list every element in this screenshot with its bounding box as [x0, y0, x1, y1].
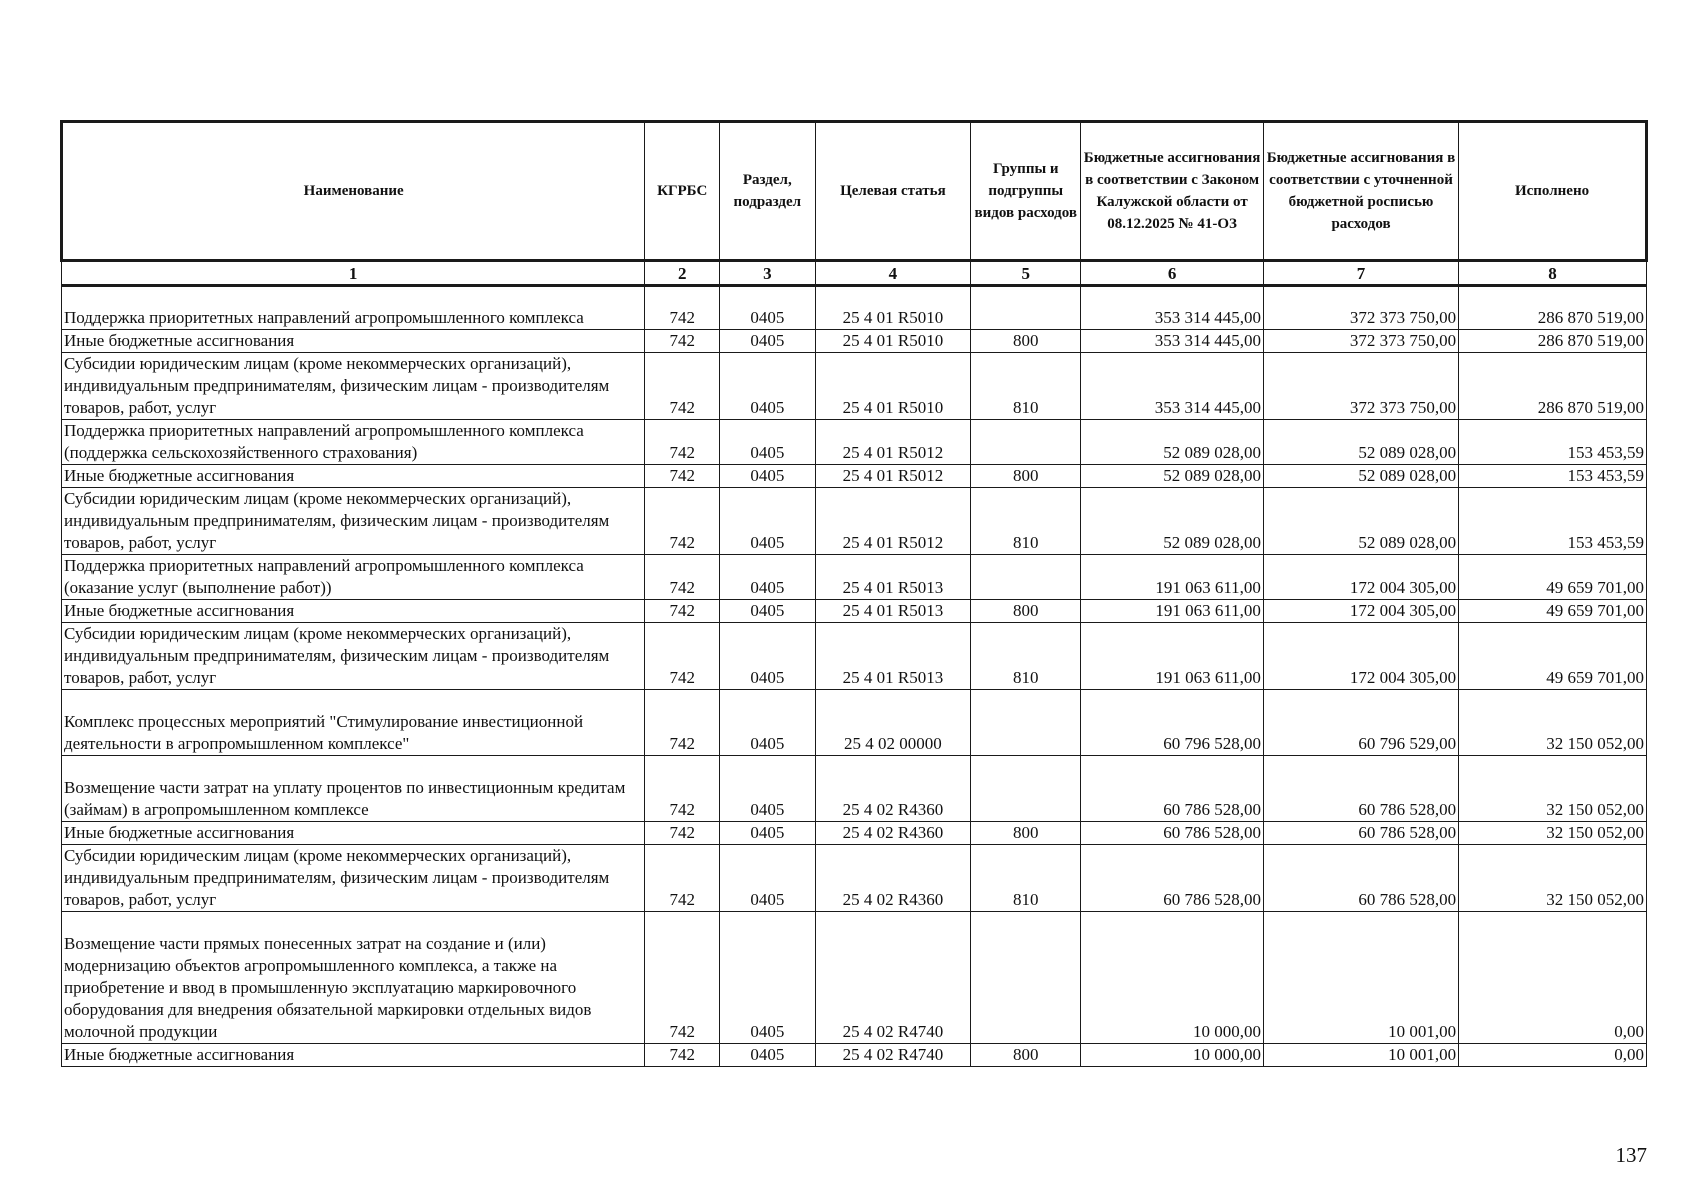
cell-done-amount: 32 150 052,00 — [1459, 822, 1647, 845]
cell-kgrbs: 742 — [645, 623, 720, 690]
cell-section: 0405 — [720, 420, 815, 465]
table-row — [62, 822, 1647, 845]
column-number: 6 — [1081, 261, 1264, 286]
cell-target: 25 4 01 R5013 — [815, 600, 971, 623]
cell-plan-amount: 172 004 305,00 — [1263, 623, 1458, 690]
cell-target: 25 4 02 00000 — [815, 690, 971, 756]
header-done: Исполнено — [1459, 122, 1647, 261]
cell-plan-amount: 10 001,00 — [1263, 1044, 1458, 1067]
column-number: 8 — [1459, 261, 1647, 286]
cell-plan-amount: 60 786 528,00 — [1263, 845, 1458, 912]
table-body — [62, 261, 1647, 1067]
table-row — [62, 623, 1647, 690]
cell-group: 810 — [971, 488, 1081, 555]
column-number: 3 — [720, 261, 815, 286]
column-number: 1 — [62, 261, 645, 286]
cell-plan-amount: 10 001,00 — [1263, 912, 1458, 1044]
cell-name: Комплекс процессных мероприятий "Стимулирование инвестиционной деятельности в агропромышленном комплексе" — [62, 690, 645, 756]
cell-kgrbs: 742 — [645, 286, 720, 330]
cell-group: 810 — [971, 623, 1081, 690]
cell-done-amount: 32 150 052,00 — [1459, 690, 1647, 756]
cell-plan-amount: 372 373 750,00 — [1263, 353, 1458, 420]
cell-law-amount: 60 786 528,00 — [1081, 845, 1264, 912]
cell-target: 25 4 01 R5010 — [815, 286, 971, 330]
table-row — [62, 465, 1647, 488]
cell-name: Субсидии юридическим лицам (кроме некоммерческих организаций), индивидуальным предпринимателям, физическим лицам - производителям товаров, работ, услуг — [62, 353, 645, 420]
cell-section: 0405 — [720, 912, 815, 1044]
cell-plan-amount: 52 089 028,00 — [1263, 420, 1458, 465]
cell-group — [971, 555, 1081, 600]
table-row — [62, 555, 1647, 600]
column-number: 7 — [1263, 261, 1458, 286]
cell-section: 0405 — [720, 1044, 815, 1067]
header-law: Бюджетные ассигнования в соответствии с Законом Калужской области от 08.12.2025 № 41-ОЗ — [1081, 122, 1264, 261]
cell-kgrbs: 742 — [645, 555, 720, 600]
table-row — [62, 353, 1647, 420]
cell-plan-amount: 172 004 305,00 — [1263, 555, 1458, 600]
cell-group: 800 — [971, 465, 1081, 488]
cell-section: 0405 — [720, 555, 815, 600]
cell-target: 25 4 01 R5013 — [815, 555, 971, 600]
cell-law-amount: 353 314 445,00 — [1081, 330, 1264, 353]
cell-kgrbs: 742 — [645, 1044, 720, 1067]
cell-done-amount: 286 870 519,00 — [1459, 330, 1647, 353]
cell-name: Субсидии юридическим лицам (кроме некоммерческих организаций), индивидуальным предпринимателям, физическим лицам - производителям товаров, работ, услуг — [62, 623, 645, 690]
cell-law-amount: 52 089 028,00 — [1081, 488, 1264, 555]
cell-done-amount: 153 453,59 — [1459, 420, 1647, 465]
cell-group: 810 — [971, 353, 1081, 420]
cell-group: 800 — [971, 600, 1081, 623]
cell-law-amount: 10 000,00 — [1081, 1044, 1264, 1067]
cell-kgrbs: 742 — [645, 756, 720, 822]
cell-section: 0405 — [720, 600, 815, 623]
budget-table — [60, 120, 1648, 1067]
cell-plan-amount: 372 373 750,00 — [1263, 330, 1458, 353]
cell-law-amount: 191 063 611,00 — [1081, 600, 1264, 623]
cell-target: 25 4 01 R5010 — [815, 330, 971, 353]
cell-target: 25 4 01 R5013 — [815, 623, 971, 690]
table-row — [62, 420, 1647, 465]
cell-name: Поддержка приоритетных направлений агропромышленного комплекса (поддержка сельскохозяйственного страхования) — [62, 420, 645, 465]
cell-target: 25 4 02 R4360 — [815, 845, 971, 912]
cell-section: 0405 — [720, 353, 815, 420]
column-number: 5 — [971, 261, 1081, 286]
cell-group: 800 — [971, 330, 1081, 353]
cell-done-amount: 286 870 519,00 — [1459, 286, 1647, 330]
budget-document — [60, 120, 1648, 1067]
cell-target: 25 4 02 R4360 — [815, 822, 971, 845]
cell-section: 0405 — [720, 286, 815, 330]
cell-law-amount: 52 089 028,00 — [1081, 465, 1264, 488]
cell-group — [971, 912, 1081, 1044]
table-row — [62, 600, 1647, 623]
cell-kgrbs: 742 — [645, 420, 720, 465]
cell-name: Субсидии юридическим лицам (кроме некоммерческих организаций), индивидуальным предпринимателям, физическим лицам - производителям товаров, работ, услуг — [62, 845, 645, 912]
cell-group — [971, 286, 1081, 330]
cell-name: Возмещение части затрат на уплату процентов по инвестиционным кредитам (займам) в агропромышленном комплексе — [62, 756, 645, 822]
cell-group: 810 — [971, 845, 1081, 912]
cell-law-amount: 191 063 611,00 — [1081, 555, 1264, 600]
cell-done-amount: 32 150 052,00 — [1459, 845, 1647, 912]
cell-kgrbs: 742 — [645, 330, 720, 353]
cell-done-amount: 49 659 701,00 — [1459, 600, 1647, 623]
column-number: 2 — [645, 261, 720, 286]
cell-section: 0405 — [720, 690, 815, 756]
column-number: 4 — [815, 261, 971, 286]
table-row — [62, 1044, 1647, 1067]
cell-target: 25 4 02 R4360 — [815, 756, 971, 822]
header-name: Наименование — [62, 122, 645, 261]
table-row — [62, 690, 1647, 756]
cell-group — [971, 756, 1081, 822]
cell-law-amount: 60 786 528,00 — [1081, 822, 1264, 845]
cell-done-amount: 153 453,59 — [1459, 488, 1647, 555]
cell-section: 0405 — [720, 488, 815, 555]
cell-name: Поддержка приоритетных направлений агропромышленного комплекса — [62, 286, 645, 330]
cell-done-amount: 49 659 701,00 — [1459, 555, 1647, 600]
cell-group — [971, 420, 1081, 465]
cell-plan-amount: 52 089 028,00 — [1263, 465, 1458, 488]
cell-target: 25 4 02 R4740 — [815, 1044, 971, 1067]
cell-kgrbs: 742 — [645, 912, 720, 1044]
cell-name: Иные бюджетные ассигнования — [62, 822, 645, 845]
cell-law-amount: 353 314 445,00 — [1081, 353, 1264, 420]
cell-target: 25 4 01 R5012 — [815, 488, 971, 555]
cell-name: Субсидии юридическим лицам (кроме некоммерческих организаций), индивидуальным предпринимателям, физическим лицам - производителям товаров, работ, услуг — [62, 488, 645, 555]
cell-law-amount: 60 786 528,00 — [1081, 756, 1264, 822]
cell-target: 25 4 01 R5012 — [815, 420, 971, 465]
column-number-row — [62, 261, 1647, 286]
cell-name: Иные бюджетные ассигнования — [62, 1044, 645, 1067]
table-row — [62, 330, 1647, 353]
cell-plan-amount: 60 796 529,00 — [1263, 690, 1458, 756]
cell-kgrbs: 742 — [645, 600, 720, 623]
cell-target: 25 4 01 R5010 — [815, 353, 971, 420]
cell-name: Поддержка приоритетных направлений агропромышленного комплекса (оказание услуг (выполнение работ)) — [62, 555, 645, 600]
cell-section: 0405 — [720, 822, 815, 845]
table-row — [62, 286, 1647, 330]
cell-plan-amount: 172 004 305,00 — [1263, 600, 1458, 623]
header-group: Группы и подгруппы видов расходов — [971, 122, 1081, 261]
cell-plan-amount: 52 089 028,00 — [1263, 488, 1458, 555]
cell-done-amount: 32 150 052,00 — [1459, 756, 1647, 822]
cell-plan-amount: 60 786 528,00 — [1263, 756, 1458, 822]
table-row — [62, 912, 1647, 1044]
cell-kgrbs: 742 — [645, 690, 720, 756]
page-number: 137 — [1615, 1143, 1647, 1167]
cell-name: Иные бюджетные ассигнования — [62, 330, 645, 353]
cell-section: 0405 — [720, 623, 815, 690]
cell-group: 800 — [971, 822, 1081, 845]
cell-name: Иные бюджетные ассигнования — [62, 600, 645, 623]
cell-group: 800 — [971, 1044, 1081, 1067]
cell-law-amount: 52 089 028,00 — [1081, 420, 1264, 465]
cell-kgrbs: 742 — [645, 845, 720, 912]
cell-plan-amount: 372 373 750,00 — [1263, 286, 1458, 330]
header-target: Целевая статья — [815, 122, 971, 261]
cell-section: 0405 — [720, 756, 815, 822]
cell-done-amount: 286 870 519,00 — [1459, 353, 1647, 420]
cell-kgrbs: 742 — [645, 822, 720, 845]
cell-group — [971, 690, 1081, 756]
cell-section: 0405 — [720, 845, 815, 912]
cell-name: Возмещение части прямых понесенных затрат на создание и (или) модернизацию объектов агропромышленного комплекса, а также на приобретение и ввод в промышленную эксплуатацию маркировочного оборудования для внедрения обязательной маркировки отдельных видов молочной продукции — [62, 912, 645, 1044]
cell-kgrbs: 742 — [645, 465, 720, 488]
table-row — [62, 845, 1647, 912]
table-row — [62, 488, 1647, 555]
cell-name: Иные бюджетные ассигнования — [62, 465, 645, 488]
header-kgrbs: КГРБС — [645, 122, 720, 261]
cell-plan-amount: 60 786 528,00 — [1263, 822, 1458, 845]
table-row — [62, 756, 1647, 822]
header-row — [62, 122, 1647, 261]
cell-target: 25 4 02 R4740 — [815, 912, 971, 1044]
cell-law-amount: 353 314 445,00 — [1081, 286, 1264, 330]
cell-kgrbs: 742 — [645, 488, 720, 555]
cell-section: 0405 — [720, 330, 815, 353]
cell-done-amount: 0,00 — [1459, 912, 1647, 1044]
cell-law-amount: 10 000,00 — [1081, 912, 1264, 1044]
header-section: Раздел, подраздел — [720, 122, 815, 261]
cell-done-amount: 49 659 701,00 — [1459, 623, 1647, 690]
cell-done-amount: 0,00 — [1459, 1044, 1647, 1067]
header-plan: Бюджетные ассигнования в соответствии с уточненной бюджетной росписью расходов — [1263, 122, 1458, 261]
cell-kgrbs: 742 — [645, 353, 720, 420]
cell-done-amount: 153 453,59 — [1459, 465, 1647, 488]
cell-law-amount: 191 063 611,00 — [1081, 623, 1264, 690]
cell-section: 0405 — [720, 465, 815, 488]
cell-target: 25 4 01 R5012 — [815, 465, 971, 488]
cell-law-amount: 60 796 528,00 — [1081, 690, 1264, 756]
